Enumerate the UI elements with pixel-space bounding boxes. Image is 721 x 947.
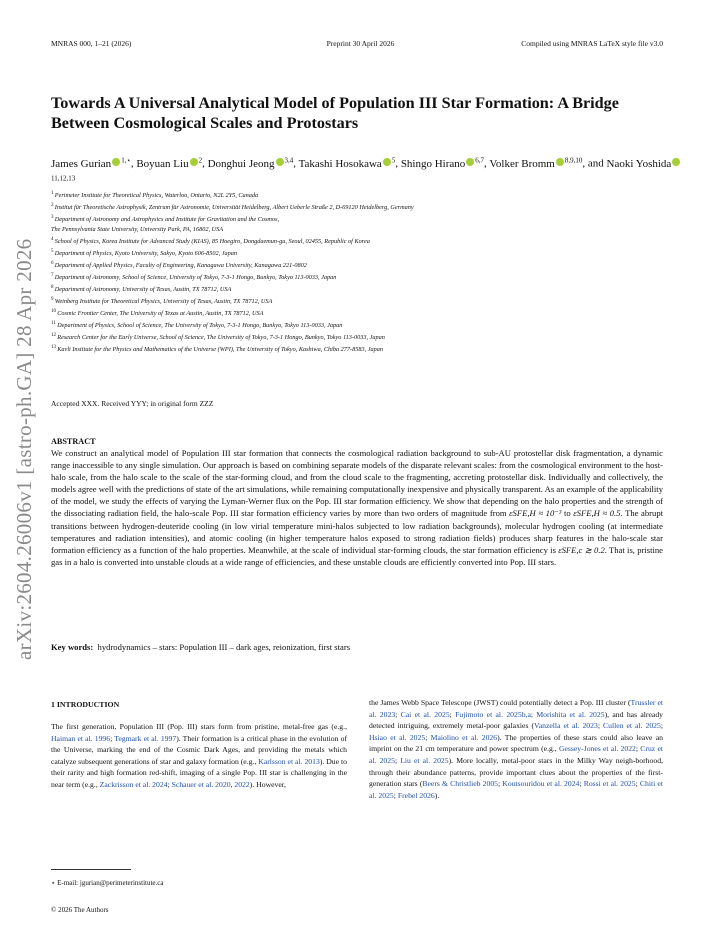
affiliation-text: Weinberg Institute for Theoretical Physics, University of Texas, Austin, TX 78712, USA — [54, 297, 273, 305]
abstract-eff-high: εSFE,H ≈ 0.5 — [573, 508, 621, 519]
citation-link[interactable]: Maiolino et al. 2026 — [430, 732, 498, 742]
affiliation-text: The Pennsylvania State University, University Park, PA, 16802, USA — [51, 225, 224, 233]
running-header-style: Compiled using MNRAS LaTeX style file v3.0 — [521, 39, 663, 48]
affiliation — [51, 225, 691, 235]
body-text: ). More locally, metal-poor stars in the Milky Way neigh-borhood, through their abundance patterns, provide important clues about the properties of the first-generation stars ( — [369, 755, 663, 789]
body-text: ; — [597, 721, 603, 731]
body-text: ; — [394, 755, 401, 765]
affiliation — [51, 247, 691, 259]
body-text: ). Their formation is a critical phase in the evolution of the Universe, marking the end of the Cosmic Dark Ages, and providing the metals which catalyze subsequent generations of star and galaxy formation (e.g., — [51, 733, 347, 766]
author-name: Takashi Hosokawa — [298, 157, 382, 170]
affiliation — [51, 319, 691, 331]
affiliation-number: 7 — [51, 272, 55, 278]
intro-left-column — [51, 721, 347, 791]
keywords — [51, 642, 350, 652]
affiliation — [51, 235, 691, 247]
affiliation-text: Perimeter Institute for Theoretical Physics, Waterloo, Ontario, N2L 2Y5, Canada — [54, 192, 259, 200]
author-affiliation-marker: 6,7 — [475, 156, 485, 164]
author-name: Volker Bromm — [489, 157, 555, 170]
affiliation-text: Department of Astronomy, School of Science, University of Tokyo, 7-3-1 Hongo, Bunkyo, Tokyo 113-0033, Japan — [54, 273, 337, 281]
orcid-icon[interactable] — [383, 158, 391, 166]
body-text: ; — [425, 732, 431, 742]
affiliation-number: 1 — [51, 191, 55, 196]
body-text: , — [230, 779, 235, 789]
affiliation-number: 8 — [51, 284, 55, 290]
citation-link[interactable]: Gessey-Jones et al. 2022 — [558, 744, 636, 754]
citation-link[interactable]: Cruz et al. 2025 — [369, 744, 663, 765]
body-text: ). Due to their rarity and high formation red-shift, imaging of a single Pop. III star is challenging in the near term (e.g., — [51, 756, 347, 789]
affiliation-text: Kavli Institute for the Physics and Mathematics of the Universe (WPI), The University of Tokyo, Kashiwa, Chiba 277-8583, Japan — [57, 345, 384, 353]
citation-link[interactable]: Beers & Christlieb 2005 — [422, 779, 499, 789]
citation-link[interactable]: Koutsouridou et al. 2024 — [502, 779, 580, 789]
body-text: ). The properties of these stars could also leave an imprint on the 21 cm temperature and power spectrum (e.g., — [369, 732, 664, 754]
affiliation — [51, 283, 691, 295]
orcid-icon[interactable] — [190, 158, 198, 166]
body-text: ; — [635, 744, 641, 754]
author-affiliation-marker: 2 — [198, 156, 203, 164]
keywords-text: hydrodynamics – stars: Population III – dark ages, reionization, first stars — [97, 642, 351, 652]
affiliation — [51, 201, 691, 213]
copyright: © 2026 The Authors — [51, 906, 109, 914]
citation-link[interactable]: Fujimoto et al. 2025b,a — [455, 709, 531, 719]
email-footnote: ⋆ E-mail: jgurian@perimeterinstitute.ca — [51, 879, 164, 887]
affiliation-list — [51, 189, 691, 355]
affiliation — [51, 343, 691, 355]
orcid-icon[interactable] — [112, 158, 120, 166]
author — [51, 158, 131, 170]
keywords-label: Key words: — [51, 642, 94, 652]
citation-link[interactable]: Hsiao et al. 2025 — [369, 732, 426, 742]
citation-link[interactable]: Haiman et al. 1996 — [51, 733, 111, 743]
author-affiliation-marker: 5 — [391, 156, 396, 164]
author-affiliation-marker: 1,⋆ — [121, 156, 131, 164]
body-text: ; — [167, 779, 172, 789]
body-text: ), and has already detected intriguing, extremely metal-poor galaxies ( — [369, 709, 664, 731]
body-text: ; — [498, 779, 503, 789]
abstract-body — [51, 447, 663, 568]
author-affiliation-marker: 3,4 — [284, 156, 294, 164]
affiliation-text: Department of Physics, Kyoto University, Sakyo, Kyoto 606-8502, Japan — [54, 249, 238, 257]
affiliation — [51, 189, 691, 201]
author-name: Boyuan Liu — [136, 157, 189, 170]
author — [208, 158, 294, 170]
affiliation-number: 13 — [51, 344, 58, 350]
orcid-icon[interactable] — [672, 158, 680, 166]
body-text: The first generation, Population III (Pop. III) stars form from pristine, metal-free gas (e.g., — [51, 722, 347, 731]
body-text: ). However, — [249, 779, 286, 789]
arxiv-stamp[interactable]: arXiv:2604.26006v1 [astro-ph.GA] 28 Apr 2026 — [12, 238, 36, 660]
affiliation-number: 6 — [51, 260, 55, 266]
affiliation-text: Cosmic Frontier Center, The University of Texas at Austin, Austin, TX 78712, USA — [57, 309, 264, 317]
author — [401, 158, 484, 170]
acceptance-line: Accepted XXX. Received YYY; in original form ZZZ — [51, 399, 214, 408]
affiliation — [51, 307, 691, 319]
affiliation-number: 5 — [51, 248, 55, 254]
citation-link[interactable]: Vanzella et al. 2023 — [534, 721, 598, 731]
affiliation-number: 9 — [51, 296, 55, 302]
body-text: ; — [393, 790, 398, 800]
citation-link[interactable]: Tegmark et al. 1997 — [114, 733, 177, 743]
affiliation-number: 11 — [51, 320, 58, 326]
affiliation-text: School of Physics, Korea Institute for Advanced Study (KIAS), 85 Hoegiro, Dongdaemun-gu, Seoul, 02455, Republic of Korea — [54, 237, 370, 245]
abstract-text-1: We construct an analytical model of Population III star formation that connects the cosmological radiation background to sub-AU protostellar disk fragmentation, a dynamic range inaccessible to any single simulation. Our approach is based on combining separate models of the disparate relevant scales: from the cosmological environment to the host-halo scale, from the halo scale to the scale of the star-forming cloud, and from the cloud scale to the fragmenting, accreting protostellar disk. Individually and collectively, the models agree well with the predictions of state of the art simulations, while remaining computationally inexpensive and physically transparent. As an example of the applicability of the model, we study the effects of varying the Lyman-Werner flux on the Pop. III star formation efficiency. We show that depending on the halo properties and the strength of the dissociating radiation field, the halo-scale Pop. III star formation efficiency varies by more than two orders of magnitude from — [51, 448, 663, 519]
body-text: ). — [434, 790, 440, 800]
section-heading-introduction: 1 INTRODUCTION — [51, 700, 120, 709]
citation-link[interactable]: Trussler et al. 2023 — [369, 698, 664, 719]
citation-link[interactable]: Schauer et al. 2020 — [171, 779, 231, 789]
affiliation — [51, 295, 691, 307]
abstract-heading: ABSTRACT — [51, 437, 96, 446]
body-text: ; — [579, 779, 584, 789]
affiliation-text: Department of Astronomy and Astrophysics and Institute for Gravitation and the Cosmos, — [54, 216, 280, 224]
body-text: ; — [530, 709, 537, 719]
orcid-icon[interactable] — [556, 158, 564, 166]
orcid-icon[interactable] — [276, 158, 284, 166]
abstract-text-3: . That is, pristine gas in a halo is converted into unstable clouds at a wide range of efficiencies, and these unstable clouds are efficiently converted into Pop. III stars. — [51, 544, 663, 567]
body-text: ; — [395, 709, 401, 719]
footnote-rule — [51, 869, 131, 870]
body-text: ; — [110, 733, 115, 743]
author-name: Naoki Yoshida — [606, 157, 672, 170]
author — [489, 158, 582, 170]
author — [299, 158, 396, 170]
affiliation — [51, 331, 691, 343]
affiliation — [51, 213, 691, 225]
abstract-to: to — [561, 508, 574, 519]
abstract-cloud-eff: εSFE,c ≳ 0.2 — [558, 544, 605, 555]
citation-link[interactable]: Karlsson et al. 2013 — [258, 756, 320, 766]
author-affiliation-marker: 11,12,13 — [51, 174, 76, 183]
intro-right-column — [369, 697, 663, 801]
affiliation-number: 12 — [51, 332, 58, 338]
affiliation-text: Department of Astronomy, University of Texas, Austin, TX 78712, USA — [54, 285, 232, 293]
citation-link[interactable]: Cullen et al. 2025 — [602, 721, 661, 731]
author-affiliation-marker: 8,9,10 — [564, 156, 583, 164]
body-text: ; — [635, 779, 640, 789]
citation-link[interactable]: Liu et al. 2025 — [400, 755, 449, 765]
author — [136, 158, 202, 170]
paper-title: Towards A Universal Analytical Model of Population III Star Formation: A Bridge Between Cosmological Scales and Protostars — [51, 94, 619, 132]
affiliation-text: Institut für Theoretische Astrophysik, Zentrum für Astronomie, Universität Heidelberg, Albert Ueberle Straße 2, D-69120 Heidelberg, Germany — [54, 204, 414, 212]
running-header-journal: MNRAS 000, 1–21 (2026) — [51, 39, 132, 48]
citation-link[interactable]: 2022 — [234, 779, 250, 789]
affiliation-text: Department of Applied Physics, Faculty of Engineering, Kanagawa University, Kanagawa 221-0802 — [54, 261, 307, 269]
running-header-preprint: Preprint 30 April 2026 — [326, 39, 395, 48]
author-name: Shingo Hirano — [400, 157, 466, 170]
body-text: the James Webb Space Telescope (JWST) could potentially detect a Pop. III cluster ( — [369, 698, 631, 707]
affiliation — [51, 271, 691, 283]
citation-link[interactable]: Zackrisson et al. 2024 — [99, 779, 168, 789]
citation-link[interactable]: Morishita et al. 2025 — [536, 709, 605, 719]
affiliation-number: 4 — [51, 236, 55, 242]
affiliation-number: 10 — [51, 308, 58, 314]
author-name: Donghui Jeong — [207, 157, 275, 170]
citation-link[interactable]: Cai et al. 2025 — [400, 709, 450, 719]
affiliation — [51, 259, 691, 271]
affiliation-text: Research Center for the Early Universe, School of Science, The University of Tokyo, 7-3-1 Hongo, Bunkyo, Tokyo 113-0033, Japan — [57, 333, 385, 341]
abstract-text-2: . The abrupt transitions between hydrogen-deuteride cooling (in low virial temperature mini-halos subjected to low radiation backgrounds), molecular hydrogen cooling (at intermediate temperatures and radiation intensities), and atomic cooling (in higher temperature halos exposed to strong radiation fields) produces sharp features in the halo-scale star formation efficiency as a function of the halo properties. Meanwhile, at the scale of individual star-forming clouds, the star formation efficiency is — [51, 508, 664, 555]
body-text: ; — [660, 721, 663, 731]
affiliation-number: 2 — [51, 202, 55, 208]
citation-link[interactable]: Rossi et al. 2025 — [583, 779, 636, 789]
citation-link[interactable]: Frebel 2026 — [397, 790, 435, 800]
affiliation-number: 3 — [51, 214, 55, 220]
citation-link[interactable]: Chiti et al. 2025 — [369, 779, 663, 800]
author-name: James Gurian — [51, 157, 112, 170]
body-text: ; — [449, 709, 456, 719]
orcid-icon[interactable] — [466, 158, 474, 166]
abstract-eff-low: εSFE,H ≈ 10⁻³ — [509, 508, 562, 519]
author-list: James Gurian $^{1,⋆}$, Boyuan Liu $^2$, Donghui Jeong $^{3,4}$, Takashi Hosokawa $^5$, Shingo Hirano $^{6,7}$, Volker Bromm $^{8,9,10}$, and Naoki Yoshida$^{11,12,13}$ — [51, 153, 691, 190]
affiliation-text: Department of Physics, School of Science, The University of Tokyo, 7-3-1 Hongo, Bunkyo, Tokyo 113-0033, Japan — [57, 321, 343, 329]
